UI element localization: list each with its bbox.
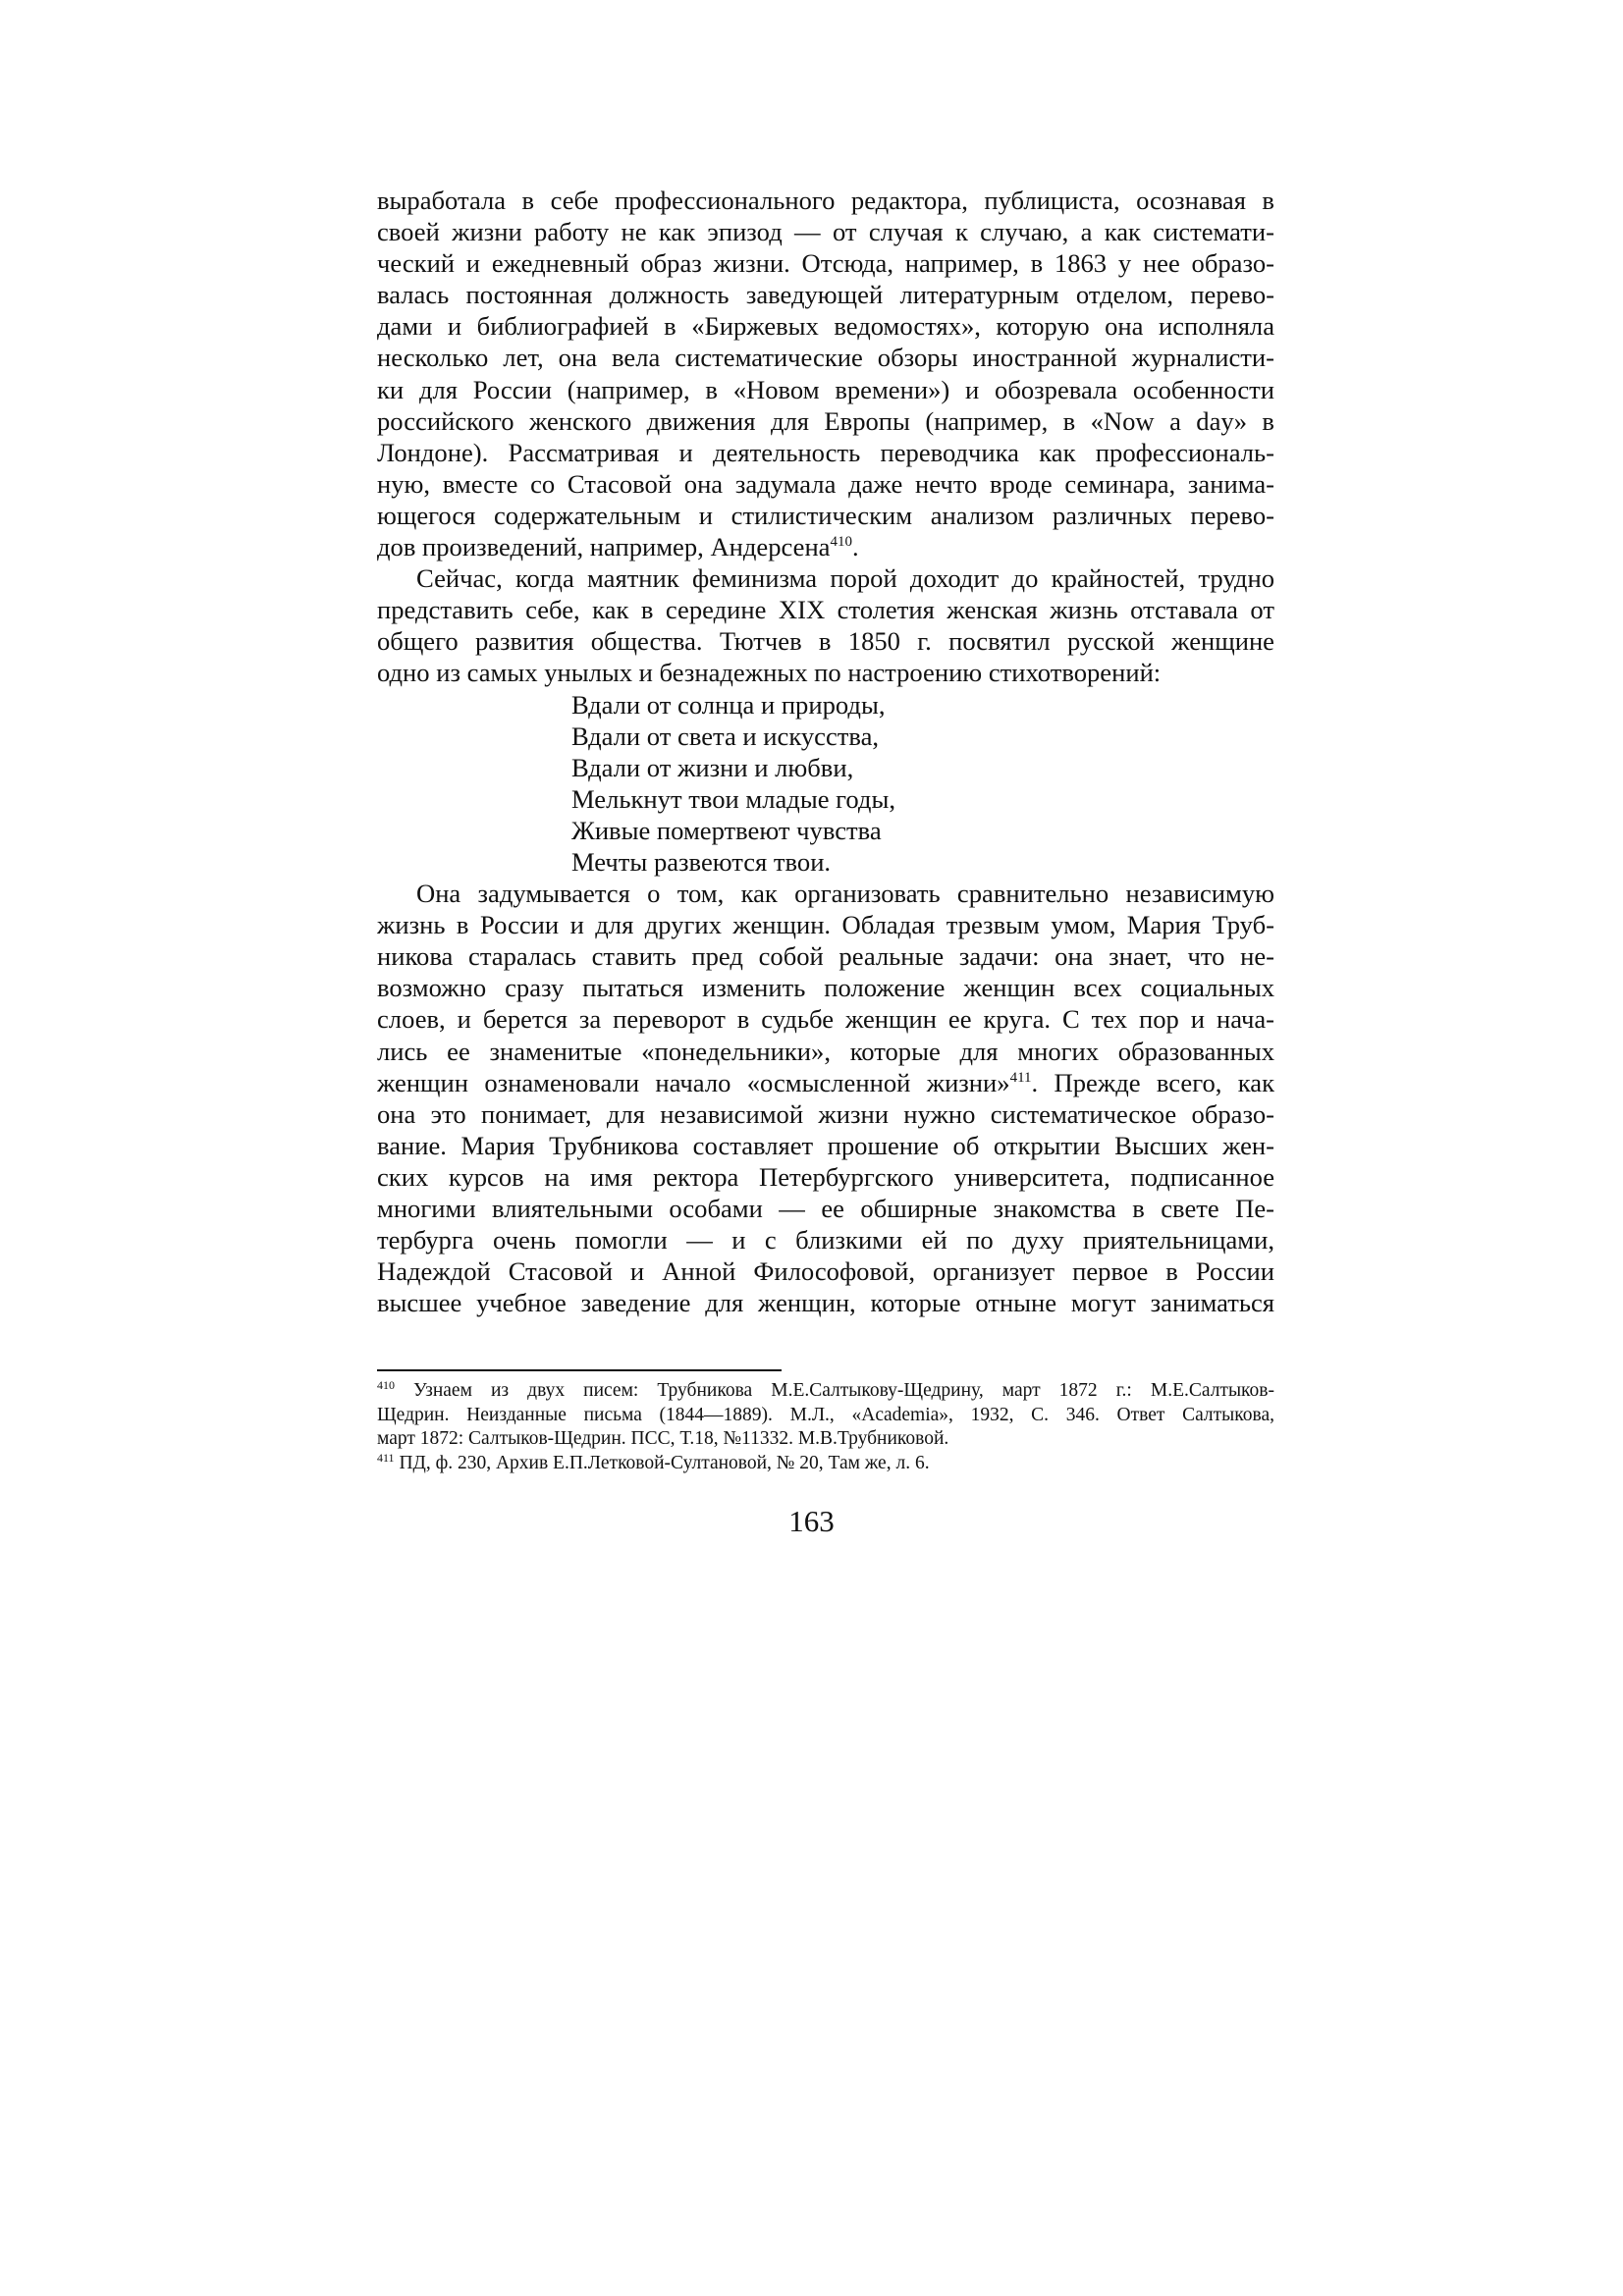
poem-line: Мечты развеются твои. <box>571 846 832 877</box>
text-fragment: ПД, ф. 230, Архив Е.П.Летковой-Султановой, № 20, Там же, л. 6. <box>399 1452 930 1473</box>
main-text <box>377 185 1274 1318</box>
text-line: своей жизни работу не как эпизод — от случая к случаю, а как системати- <box>377 217 1274 247</box>
text-line: Она задумывается о том, как организовать сравнительно независимую <box>416 879 1274 909</box>
poem-line: Живые помертвеют чувства <box>571 815 882 845</box>
text-line: ющегося содержательным и стилистическим анализом различных перево- <box>377 500 1274 530</box>
footnotes <box>377 1379 1274 1475</box>
text-line: одно из самых унылых и безнадежных по настроению стихотворений: <box>377 658 1162 688</box>
text-line: представить себе, как в середине XIX столетия женская жизнь отставала от <box>377 595 1274 625</box>
footnote-line: Щедрин. Неизданные письма (1844—1889). М.Л., «Academia», 1932, С. 346. Ответ Салтыкова, <box>377 1404 1274 1425</box>
text-fragment: Узнаем из двух писем: Трубникова М.Е.Салтыкову-Щедрину, март 1872 г.: М.Е.Салтыков- <box>413 1380 1274 1401</box>
text-line: жизнь в России и для других женщин. Обладая трезвым умом, Мария Труб- <box>377 910 1274 940</box>
text-line: ческий и ежедневный образ жизни. Отсюда, например, в 1863 у нее образо- <box>377 248 1274 279</box>
text-line: валась постоянная должность заведующей литературным отделом, перево- <box>377 280 1274 310</box>
text-line: Лондоне). Рассматривая и деятельность переводчика как профессиональ- <box>377 437 1274 467</box>
text-fragment: . <box>851 532 859 562</box>
text-line: она это понимает, для независимой жизни нужно систематическое образо- <box>377 1098 1274 1129</box>
text-line: вание. Мария Трубникова составляет прошение об открытии Высших жен- <box>377 1130 1274 1160</box>
text-line: слоев, и берется за переворот в судьбе женщин ее круга. С тех пор и нача- <box>377 1004 1274 1035</box>
text-line: возможно сразу пытаться изменить положение женщин всех социальных <box>377 973 1274 1003</box>
text-line: многими влиятельными особами — ее обширные знакомства в свете Пе- <box>377 1194 1274 1223</box>
paragraph-2 <box>377 562 1274 688</box>
footnote-marker: 410 <box>377 1379 395 1392</box>
text-line: Сейчас, когда маятник феминизма порой доходит до крайностей, трудно <box>416 563 1274 594</box>
footnote-ref-410[interactable]: 410 <box>830 534 852 551</box>
text-line: несколько лет, она вела систематические обзоры иностранной журналисти- <box>377 343 1274 373</box>
footnote-410 <box>377 1379 1274 1452</box>
footnote-line <box>377 1379 1274 1404</box>
text-line: Надеждой Стасовой и Анной Философовой, организует первое в России <box>377 1256 1274 1287</box>
footnote-411 <box>377 1452 1274 1476</box>
text-fragment: . Прежде всего, как <box>1031 1067 1274 1097</box>
text-line: общего развития общества. Тютчев в 1850 г. посвятил русской женщине <box>377 626 1274 657</box>
footnote-marker: 411 <box>377 1451 395 1465</box>
poem-line: Вдали от жизни и любви, <box>571 752 854 782</box>
text-line: ки для России (например, в «Новом времени») и обозревала особенности <box>377 374 1274 404</box>
text-line: тербурга очень помогли — и с близкими ей по духу приятельницами, <box>377 1225 1274 1255</box>
text-line: ную, вместе со Стасовой она задумала даже нечто вроде семинара, занима- <box>377 468 1274 499</box>
paragraph-1 <box>377 185 1274 562</box>
text-fragment: женщин ознаменовали начало «осмысленной жизни» <box>377 1067 1010 1097</box>
poem-line: Мелькнут твои младые годы, <box>571 783 895 814</box>
text-line: лись ее знаменитые «понедельники», которые для многих образованных <box>377 1036 1274 1066</box>
footnote-separator <box>377 1369 782 1371</box>
poem-line: Вдали от солнца и природы, <box>571 689 886 720</box>
text-line: высшее учебное заведение для женщин, которые отныне могут заниматься <box>377 1288 1274 1318</box>
paragraph-3 <box>377 878 1274 1318</box>
footnote-line: март 1872: Салтыков-Щедрин. ПСС, Т.18, №11332. М.В.Трубниковой. <box>377 1428 949 1449</box>
footnote-ref-411[interactable]: 411 <box>1009 1069 1032 1086</box>
page-number: 163 <box>788 1504 835 1538</box>
text-fragment: дов произведений, например, Андерсена <box>377 532 831 562</box>
poem <box>377 689 1274 879</box>
text-line: никова старалась ставить пред собой реальные задачи: она знает, что не- <box>377 941 1274 972</box>
text-line: выработала в себе профессионального редактора, публициста, осознавая в <box>377 186 1274 215</box>
text-line: российского женского движения для Европы (например, в «Now a day» в <box>377 405 1274 436</box>
footnote-line <box>377 1452 1274 1476</box>
text-line: ских курсов на имя ректора Петербургского университета, подписанное <box>377 1161 1274 1192</box>
poem-line: Вдали от света и искусства, <box>571 721 880 751</box>
text-line <box>377 531 1274 562</box>
text-line <box>377 1067 1274 1098</box>
text-line: дами и библиографией в «Биржевых ведомостях», которую она исполняла <box>377 311 1274 342</box>
